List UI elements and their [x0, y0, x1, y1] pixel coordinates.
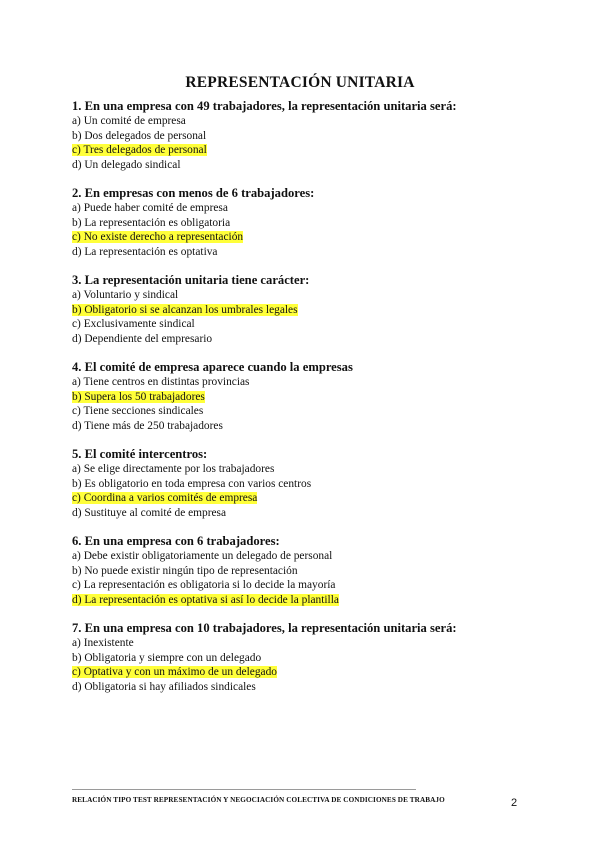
answer-option — [72, 332, 542, 347]
answer-option-text: d) Dependiente del empresario — [72, 332, 213, 345]
page-number: 2 — [511, 797, 518, 809]
question-text: 4. El comité de empresa aparece cuando la empresas — [72, 360, 353, 374]
answer-option — [72, 636, 542, 651]
answer-option-text: a) Puede haber comité de empresa — [72, 202, 228, 214]
question-block — [72, 447, 542, 520]
answer-option-text: c) Tres delegados de personal — [72, 144, 207, 156]
answer-option — [72, 564, 542, 579]
question-block — [72, 99, 542, 172]
answer-option-text: d) Un delegado sindical — [72, 158, 181, 171]
answer-option-text: c) Optativa y con un máximo de un delegado — [72, 666, 277, 678]
answer-option — [72, 506, 542, 521]
answer-option-text: a) Debe existir obligatoriamente un delegado de personal — [72, 550, 333, 562]
answer-option — [72, 375, 542, 390]
answer-option-highlighted — [72, 491, 542, 506]
question-text: 3. La representación unitaria tiene carácter: — [72, 273, 310, 287]
answer-option-highlighted — [72, 230, 542, 245]
question-block — [72, 360, 542, 433]
answer-option — [72, 114, 542, 129]
answer-option-highlighted — [72, 143, 542, 158]
answer-option-text: a) Voluntario y sindical — [72, 289, 179, 301]
answer-option-text: c) Tiene secciones sindicales — [72, 405, 204, 417]
answer-option-text: d) La representación es optativa si así lo decide la plantilla — [72, 593, 339, 606]
answer-option-text: c) Coordina a varios comités de empresa — [72, 492, 258, 504]
answer-option — [72, 201, 542, 216]
answer-option-highlighted — [72, 390, 542, 405]
answer-option-text: b) Obligatoria y siempre con un delegado — [72, 651, 262, 664]
answer-option-text: b) No puede existir ningún tipo de representación — [72, 564, 298, 577]
answer-option — [72, 245, 542, 260]
question-text: 6. En una empresa con 6 trabajadores: — [72, 534, 280, 548]
answer-option — [72, 578, 542, 593]
question-text: 2. En empresas con menos de 6 trabajadores: — [72, 186, 315, 200]
answer-option-text: b) Obligatorio si se alcanzan los umbrales legales — [72, 303, 298, 316]
answer-option — [72, 651, 542, 666]
answer-option — [72, 404, 542, 419]
question-text: 7. En una empresa con 10 trabajadores, la representación unitaria será: — [72, 621, 457, 635]
answer-option — [72, 317, 542, 332]
answer-option-highlighted — [72, 593, 542, 608]
question-text: 5. El comité intercentros: — [72, 447, 208, 461]
answer-option-text: a) Tiene centros en distintas provincias — [72, 376, 250, 388]
answer-option-text: b) La representación es obligatoria — [72, 216, 231, 229]
answer-option-text: d) Sustituye al comité de empresa — [72, 506, 227, 519]
answer-option-text: b) Es obligatorio en toda empresa con varios centros — [72, 477, 312, 490]
question-text: 1. En una empresa con 49 trabajadores, la representación unitaria será: — [72, 99, 457, 113]
question-block — [72, 186, 542, 259]
answer-option-text: c) No existe derecho a representación — [72, 231, 244, 243]
answer-option-text: b) Supera los 50 trabajadores — [72, 390, 205, 403]
page-title: REPRESENTACIÓN UNITARIA — [185, 74, 415, 91]
answer-option — [72, 419, 542, 434]
answer-option-text: b) Dos delegados de personal — [72, 129, 207, 142]
question-block — [72, 273, 542, 346]
answer-option — [72, 158, 542, 173]
question-block — [72, 621, 542, 694]
answer-option-text: a) Un comité de empresa — [72, 115, 186, 127]
answer-option-highlighted — [72, 303, 542, 318]
footer-divider — [72, 789, 416, 790]
answer-option-text: a) Se elige directamente por los trabajadores — [72, 463, 275, 475]
answer-option-text: d) Tiene más de 250 trabajadores — [72, 419, 223, 432]
question-list — [72, 99, 542, 708]
answer-option-highlighted — [72, 665, 542, 680]
question-block — [72, 534, 542, 607]
footer-text: RELACIÓN TIPO TEST REPRESENTACIÓN Y NEGOCIACIÓN COLECTIVA DE CONDICIONES DE TRABAJO — [72, 796, 445, 804]
answer-option — [72, 680, 542, 695]
answer-option-text: d) La representación es optativa — [72, 245, 218, 258]
answer-option-text: d) Obligatoria si hay afiliados sindicales — [72, 680, 256, 693]
answer-option — [72, 216, 542, 231]
answer-option — [72, 477, 542, 492]
answer-option — [72, 288, 542, 303]
answer-option — [72, 549, 542, 564]
answer-option — [72, 129, 542, 144]
answer-option-text: c) La representación es obligatoria si lo decide la mayoría — [72, 579, 336, 591]
answer-option — [72, 462, 542, 477]
answer-option-text: a) Inexistente — [72, 637, 134, 649]
answer-option-text: c) Exclusivamente sindical — [72, 318, 195, 330]
